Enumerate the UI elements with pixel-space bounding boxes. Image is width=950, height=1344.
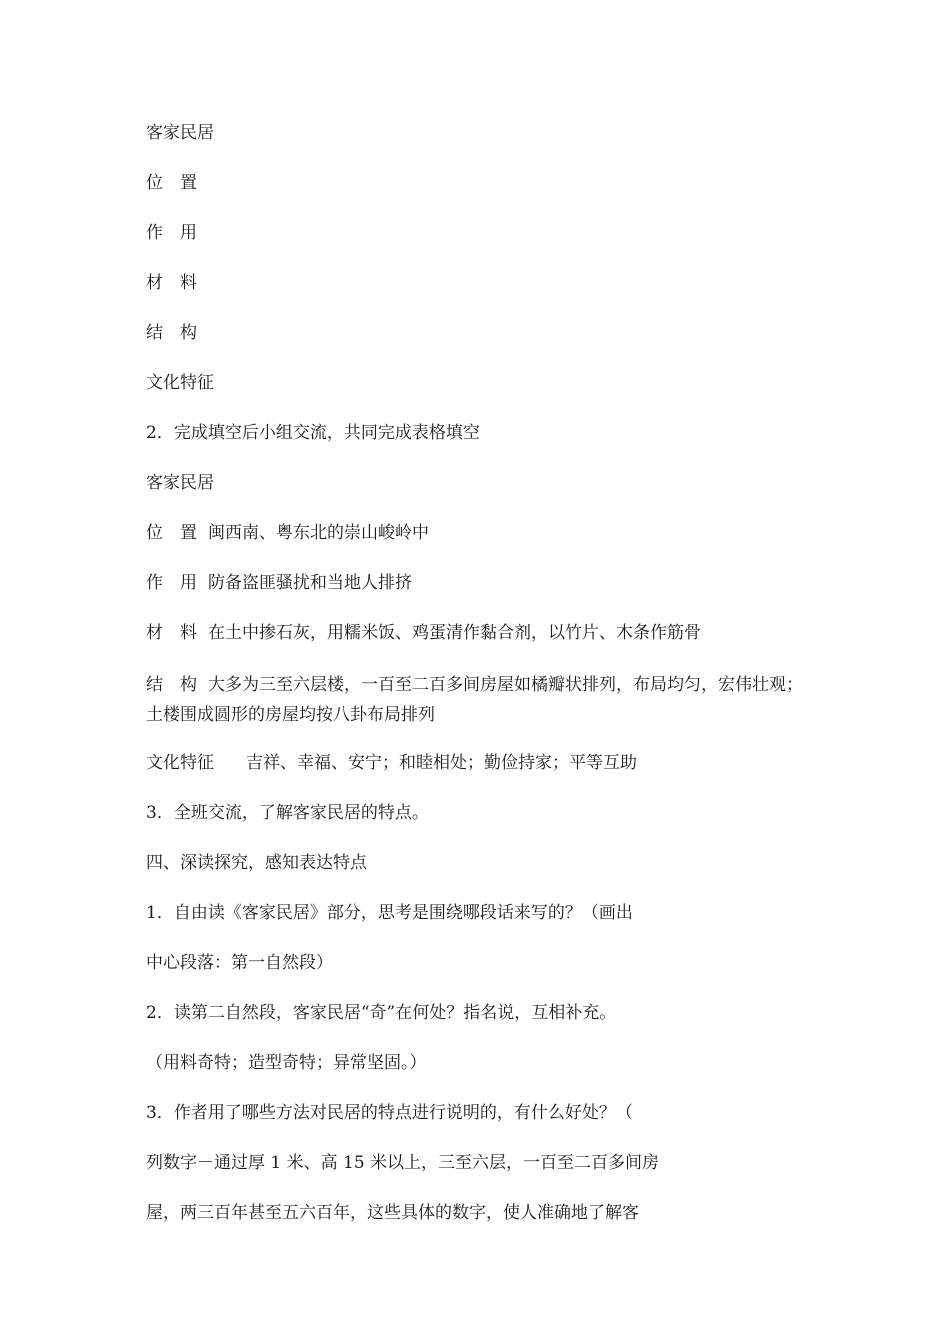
field-culture: 文化特征 bbox=[146, 373, 214, 393]
field-function: 作 用 bbox=[146, 223, 197, 243]
table-row-structure bbox=[146, 670, 811, 730]
question-3-line-2: 列数字－通过厚 1 米、高 15 米以上，三至六层，一百至二百多间房 bbox=[146, 1153, 660, 1173]
row-value: 闽西南、粤东北的崇山峻岭中 bbox=[208, 523, 429, 543]
section-heading-4: 四、深读探究，感知表达特点 bbox=[146, 853, 367, 873]
instruction-step-3: 3．全班交流，了解客家民居的特点。 bbox=[146, 803, 429, 823]
table-row-function bbox=[146, 570, 811, 596]
row-value: 在土中掺石灰，用糯米饭、鸡蛋清作黏合剂，以竹片、木条作筋骨 bbox=[208, 623, 701, 643]
question-3-line-1: 3．作者用了哪些方法对民居的特点进行说明的，有什么好处？（ bbox=[146, 1103, 633, 1123]
row-value: 吉祥、幸福、安宁；和睦相处；勤俭持家；平等互助 bbox=[246, 753, 637, 773]
field-material: 材 料 bbox=[146, 273, 197, 293]
table-row-material bbox=[146, 620, 811, 646]
question-1-line-2: 中心段落：第一自然段） bbox=[146, 953, 333, 973]
document-body bbox=[146, 120, 811, 1250]
row-label: 材 料 bbox=[146, 623, 197, 643]
question-2-line-1: 2．读第二自然段，客家民居“奇”在何处？指名说，互相补充。 bbox=[146, 1003, 617, 1023]
row-label: 作 用 bbox=[146, 573, 197, 593]
instruction-step-2: 2．完成填空后小组交流，共同完成表格填空 bbox=[146, 423, 480, 443]
question-1-line-1: 1．自由读《客家民居》部分，思考是围绕哪段话来写的？（画出 bbox=[146, 903, 633, 923]
field-location: 位 置 bbox=[146, 173, 197, 193]
question-3-line-3: 屋，两三百年甚至五六百年，这些具体的数字，使人准确地了解客 bbox=[146, 1203, 639, 1223]
row-value: 大多为三至六层楼，一百至二百多间房屋如橘瓣状排列，布局均匀，宏伟壮观；土楼围成圆形的房屋均按八卦布局排列 bbox=[146, 675, 803, 725]
heading-hakka-dwellings-table: 客家民居 bbox=[146, 473, 214, 493]
heading-hakka-dwellings: 客家民居 bbox=[146, 123, 214, 143]
row-label: 结 构 bbox=[146, 675, 197, 695]
row-label: 位 置 bbox=[146, 523, 197, 543]
row-value: 防备盗匪骚扰和当地人排挤 bbox=[208, 573, 412, 593]
question-2-answer: （用料奇特；造型奇特；异常坚固。） bbox=[146, 1053, 427, 1073]
row-label: 文化特征 bbox=[146, 753, 214, 773]
table-row-culture bbox=[146, 750, 811, 776]
table-row-location bbox=[146, 520, 811, 546]
field-structure: 结 构 bbox=[146, 323, 197, 343]
